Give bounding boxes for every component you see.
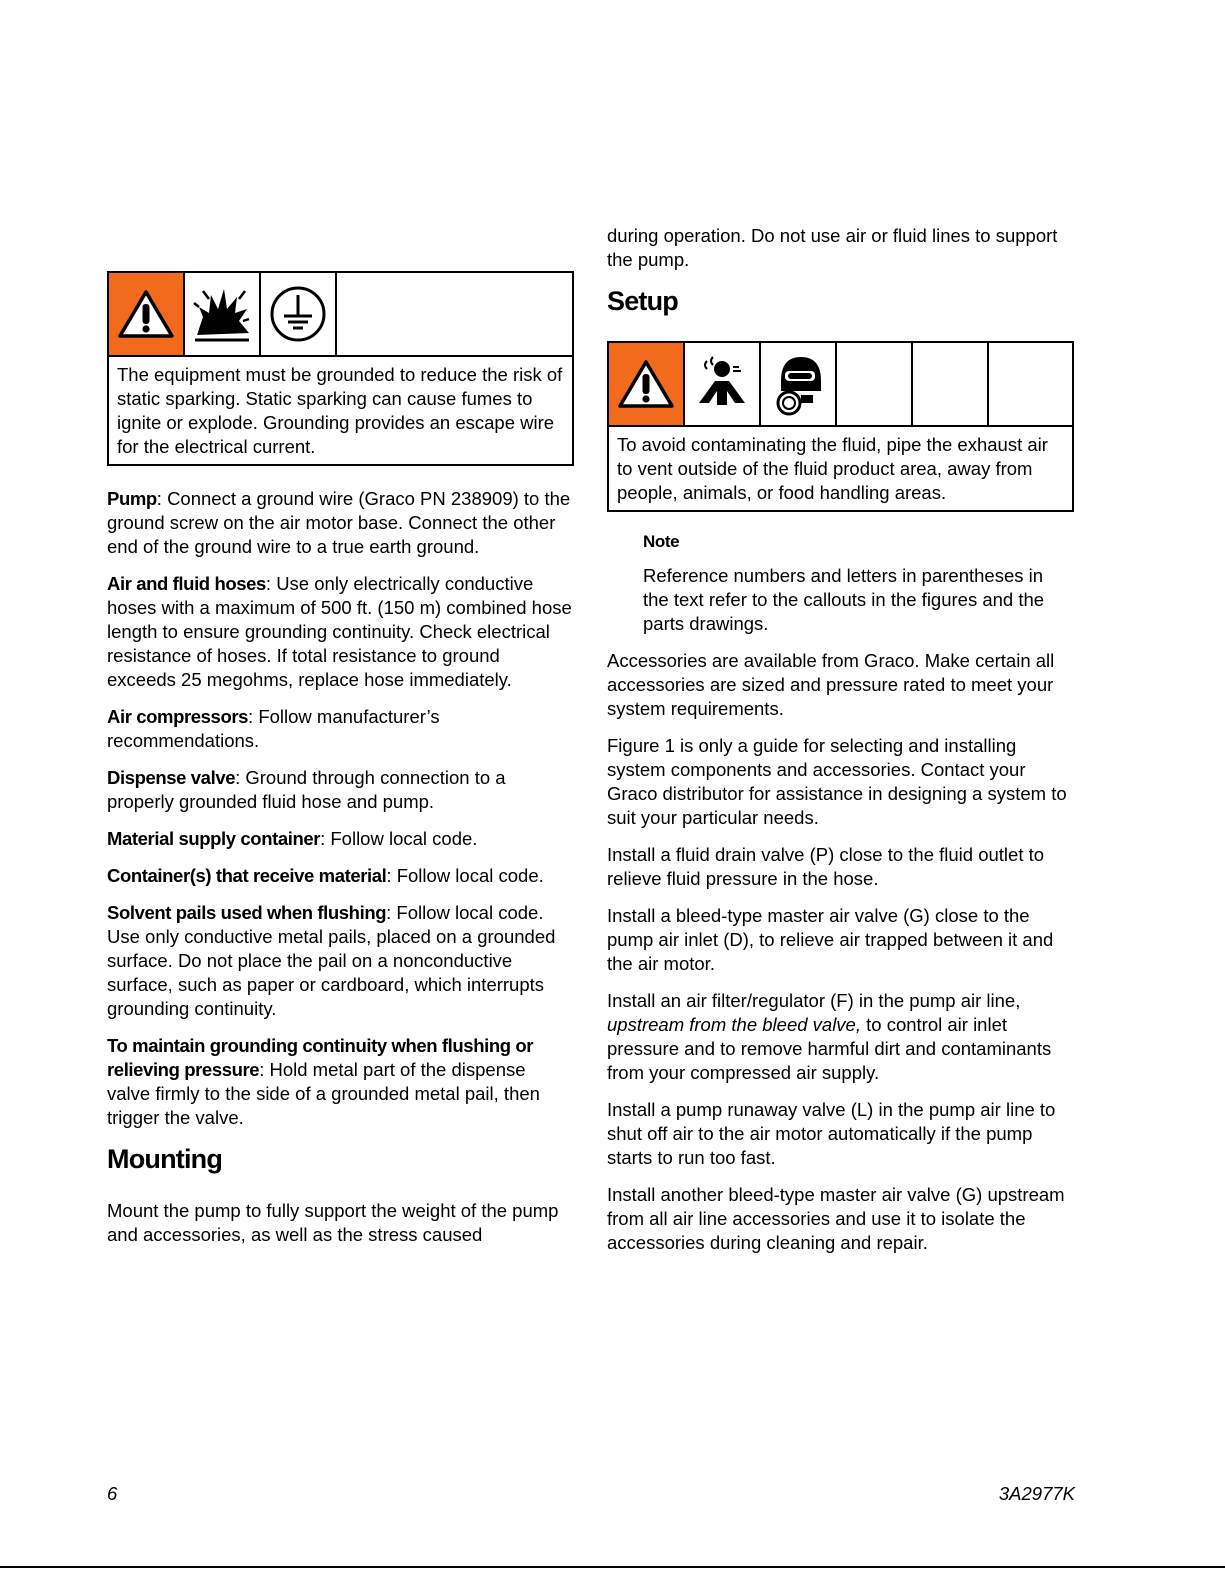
right-column: [607, 224, 1073, 1268]
text-receive-container: : Follow local code.: [386, 865, 544, 886]
page-number: 6: [107, 1483, 118, 1504]
setup-warning-text: To avoid contaminating the fluid, pipe the exhaust air to vent outside of the fluid product area, away from people, animals, or food handling areas.: [617, 434, 1048, 503]
paragraph-supply-container: [107, 827, 573, 851]
label-solvent-pails: Solvent pails used when flushing: [107, 902, 387, 923]
text-hoses: : Use only electrically conductive hoses with a maximum of 500 ft. (150 m) combined hose length to ensure grounding continuity. Check electrical resistance of hoses. If total resistance to ground exceeds 25 megohms, replace hose immediately.: [107, 573, 572, 690]
filter-text-italic: upstream from the bleed valve,: [607, 1014, 861, 1035]
filter-text-before: Install an air filter/regulator (F) in the pump air line,: [607, 990, 1021, 1011]
label-dispense-valve: Dispense valve: [107, 767, 236, 788]
empty-icon-cell: [837, 343, 913, 425]
bottom-rule: [0, 1566, 1225, 1568]
paragraph-hoses: [107, 572, 573, 692]
text-pump: : Connect a ground wire (Graco PN 238909) to the ground screw on the air motor base. Connect the other end of the ground wire to a true earth ground.: [107, 488, 571, 557]
protective-equipment-icon: [761, 343, 837, 425]
text-supply-container: : Follow local code.: [320, 828, 478, 849]
empty-icon-cell: [989, 343, 1065, 425]
paragraph-dispense-valve: [107, 766, 573, 814]
paragraph-runaway-valve: Install a pump runaway valve (L) in the pump air line to shut off air to the air motor automatically if the pump starts to run too fast.: [607, 1099, 1056, 1168]
text-grounding-continuity: : Hold metal part of the dispense valve firmly to the side of a grounded metal pail, then trigger the valve.: [107, 1059, 540, 1128]
paragraph-figure-guide: Figure 1 is only a guide for selecting and installing system components and accessories. Contact your Graco distributor for assistance in designing a system to suit your particular needs.: [607, 735, 1067, 828]
note-title: Note: [643, 532, 680, 551]
text-dispense-valve: : Ground through connection to a properly grounded fluid hose and pump.: [107, 767, 506, 812]
paragraph-drain-valve: Install a fluid drain valve (P) close to the fluid outlet to relieve fluid pressure in the hose.: [607, 844, 1045, 889]
warning-icon-row: [609, 343, 1072, 427]
paragraph-accessories: Accessories are available from Graco. Make certain all accessories are sized and pressure rated to meet your system requirements.: [607, 650, 1055, 719]
label-receive-container: Container(s) that receive material: [107, 865, 387, 886]
filter-text-after: to control air inlet pressure and to remove harmful dirt and contaminants from your compressed air supply.: [607, 1014, 1052, 1083]
paragraph-receive-container: [107, 864, 573, 888]
note-block: [607, 530, 1073, 636]
continuation-text: during operation. Do not use air or fluid lines to support the pump.: [607, 225, 1058, 270]
setup-heading: Setup: [607, 286, 679, 316]
label-grounding-continuity: To maintain grounding continuity when flushing or relieving pressure: [107, 1035, 534, 1080]
warning-triangle-icon: [609, 343, 685, 425]
paragraph-another-bleed-valve: Install another bleed-type master air valve (G) upstream from all air line accessories and use it to isolate the accessories during cleaning and repair.: [607, 1184, 1065, 1253]
paragraph-grounding-continuity: [107, 1034, 573, 1130]
empty-icon-cell: [913, 343, 989, 425]
paragraph-compressors: [107, 705, 573, 753]
paragraph-solvent-pails: [107, 901, 573, 1021]
setup-warning-box: [607, 341, 1074, 512]
label-hoses: Air and fluid hoses: [107, 573, 266, 594]
document-number: 3A2977K: [998, 1483, 1075, 1504]
paragraph-bleed-valve: Install a bleed-type master air valve (G) close to the pump air inlet (D), to relieve air trapped between it and the air motor.: [607, 905, 1054, 974]
warning-triangle-icon: [109, 273, 185, 355]
paragraph-air-filter: [607, 989, 1073, 1085]
text-compressors: : Follow manufacturer’s recommendations.: [107, 706, 440, 751]
warning-icon-row: [109, 273, 572, 357]
text-solvent-pails: : Follow local code. Use only conductive metal pails, placed on a grounded surface. Do not place the pail on a nonconductive surface, such as paper or cardboard, which interrupts grounding continuity.: [107, 902, 556, 1019]
explosion-icon: [185, 273, 261, 355]
mounting-text: Mount the pump to fully support the weight of the pump and accessories, as well as the stress caused: [107, 1200, 559, 1245]
label-compressors: Air compressors: [107, 706, 249, 727]
paragraph-pump: [107, 487, 573, 559]
grounding-warning-box: [107, 271, 574, 466]
mounting-heading: Mounting: [107, 1144, 223, 1174]
grounding-warning-text: The equipment must be grounded to reduce the risk of static sparking. Static sparking can cause fumes to ignite or explode. Grounding provides an escape wire for the electrical current.: [117, 364, 563, 457]
label-pump: Pump: [107, 488, 157, 509]
toxic-fumes-icon: [685, 343, 761, 425]
label-supply-container: Material supply container: [107, 828, 321, 849]
note-text: Reference numbers and letters in parentheses in the text refer to the callouts in the figures and the parts drawings.: [643, 565, 1045, 634]
left-column: [107, 271, 573, 1260]
ground-symbol-icon: [261, 273, 337, 355]
